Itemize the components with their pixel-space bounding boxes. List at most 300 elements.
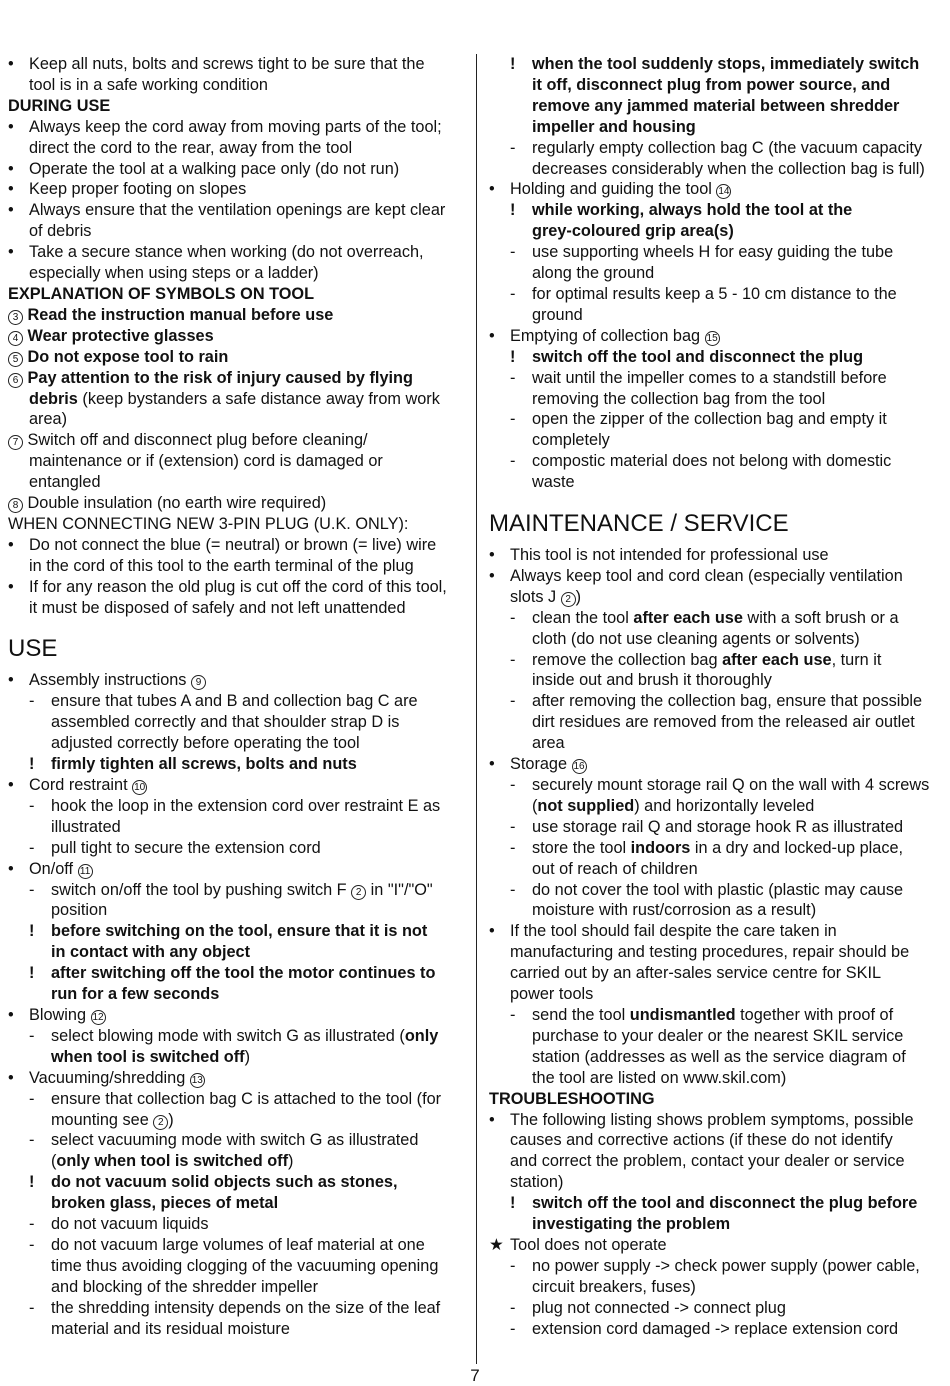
text-span: send the tool [532, 1005, 630, 1024]
text-line [489, 984, 945, 1005]
text-line [489, 608, 945, 629]
text-span: maintenance or if (extension) cord is damaged or [29, 452, 383, 471]
bullet-marker: • [489, 566, 495, 585]
text-span: ) [575, 587, 582, 606]
bullet-marker: • [8, 55, 14, 73]
dash-marker: - [29, 838, 35, 857]
text-span: clean the tool [532, 608, 634, 627]
text-line [489, 389, 945, 410]
text-span: Take a secure stance when working (do not overreach, [29, 243, 424, 262]
text-span: after switching off the tool the motor continues to [51, 964, 436, 983]
text-span: manufacturing and testing procedures, repair should be [510, 943, 910, 962]
text-span: out of reach of children [532, 859, 698, 878]
text-line [489, 796, 945, 817]
text-span: while working, always hold the tool at the [532, 201, 853, 220]
text-line [8, 1026, 466, 1047]
text-line [489, 368, 945, 389]
circled-figure-number: 8 [8, 498, 23, 513]
text-span: purchase to your dealer or the nearest SKIL service [532, 1026, 904, 1045]
dash-marker: - [510, 776, 516, 794]
text-span: indoors [630, 838, 691, 857]
dash-marker: - [29, 1131, 35, 1150]
bullet-marker: • [8, 776, 14, 794]
text-span: If the tool should fail despite the care taken in [510, 922, 837, 941]
text-span: along the ground [532, 264, 655, 283]
bullet-marker: • [8, 535, 14, 554]
text-span: On/off [29, 859, 78, 878]
text-line [489, 326, 945, 347]
warning-marker: ! [510, 201, 516, 220]
text-line [8, 900, 466, 921]
circled-figure-number: 4 [8, 331, 23, 346]
text-span: remove any jammed material between shredder [532, 96, 900, 115]
text-span: in contact with any object [51, 943, 251, 962]
text-span: do not vacuum solid objects such as stones, [51, 1173, 398, 1192]
text-span: Do not connect the blue (= neutral) or brown (= live) wire [29, 535, 437, 554]
circled-figure-number: 10 [134, 782, 146, 793]
column-divider [476, 54, 477, 1364]
text-line [8, 535, 466, 556]
text-span: do not cover the tool with plastic (plastic may cause [532, 880, 904, 899]
text-line [8, 263, 466, 284]
text-line [489, 691, 945, 712]
text-line [8, 1235, 466, 1256]
circled-figure-number: 2 [351, 885, 366, 900]
text-span: use storage rail Q and storage hook R as illustrated [532, 817, 904, 836]
bullet-marker: • [8, 1005, 14, 1024]
text-line [489, 1214, 945, 1235]
text-line [489, 942, 945, 963]
circled-figure-number: 14 [718, 186, 730, 198]
text-line [8, 880, 466, 901]
star-marker: ★ [489, 1235, 504, 1254]
text-span: completely [532, 431, 610, 450]
text-span: and correct the problem, contact your dealer or service [510, 1152, 905, 1171]
text-line [489, 54, 945, 75]
text-line [8, 117, 466, 138]
text-span: Emptying of collection bag [510, 326, 705, 345]
text-line [8, 451, 466, 472]
text-span: when the tool suddenly stops, immediately switch [532, 55, 920, 73]
text-span: before switching on the tool, ensure that it is not [51, 922, 428, 941]
text-line [8, 409, 466, 430]
text-span: Storage [510, 755, 572, 774]
section-heading: MAINTENANCE / SERVICE [489, 510, 789, 538]
text-line [489, 1172, 945, 1193]
dash-marker: - [29, 1215, 35, 1234]
circled-figure-number: 13 [191, 1074, 203, 1086]
dash-marker: - [29, 692, 35, 711]
text-span: do not vacuum liquids [51, 1215, 209, 1234]
text-span: Keep all nuts, bolts and screws tight to be sure that the [29, 55, 425, 73]
text-span: ( [532, 796, 538, 815]
dash-marker: - [29, 1235, 35, 1254]
bullet-marker: • [8, 243, 14, 262]
text-span: it must be disposed of safely and not left unattended [29, 598, 406, 617]
text-line [489, 75, 945, 96]
text-line [8, 389, 466, 410]
text-span: dirt residues are removed from the released air outlet [532, 713, 915, 732]
circled-figure-number: 3 [8, 310, 23, 325]
dash-marker: - [510, 1298, 516, 1317]
text-line [8, 1068, 466, 1089]
text-span: adjusted correctly before operating the tool [51, 734, 360, 753]
text-line [8, 1089, 466, 1110]
text-span: Cord restraint [29, 776, 133, 794]
text-line [8, 54, 466, 75]
text-span: after removing the collection bag, ensure that possible [532, 692, 923, 711]
text-line [489, 347, 945, 368]
dash-marker: - [510, 410, 516, 429]
text-line [489, 242, 945, 263]
text-line [8, 1005, 466, 1026]
text-span: circuit breakers, fuses) [532, 1277, 696, 1296]
text-span: WHEN CONNECTING NEW 3-PIN PLUG (U.K. ONLY): [8, 514, 409, 533]
text-span: after each use [633, 608, 743, 627]
text-span: run for a few seconds [51, 985, 220, 1004]
text-line [8, 75, 466, 96]
text-span: station (addresses as well as the service diagram of [532, 1047, 906, 1066]
text-span: Pay attention to the risk of injury caused by flying [23, 368, 413, 387]
text-span: assembled correctly and that shoulder strap D is [51, 713, 400, 732]
dash-marker: - [510, 838, 516, 857]
text-span: The following listing shows problem symptoms, possible [510, 1110, 914, 1129]
dash-marker: - [29, 1089, 35, 1108]
text-span: especially when using steps or a ladder) [29, 264, 319, 283]
right-column [489, 54, 945, 1339]
text-line [489, 1319, 945, 1340]
text-span: with a soft brush or a [742, 608, 899, 627]
text-line [8, 242, 466, 263]
circled-figure-number: 2 [561, 592, 576, 607]
text-span: do not vacuum large volumes of leaf material at one [51, 1235, 425, 1254]
section-heading: USE [8, 635, 58, 663]
text-span: mounting see [51, 1110, 154, 1129]
text-span: Double insulation (no earth wire required) [23, 494, 327, 513]
text-span: select blowing mode with switch G as illustrated ( [51, 1026, 405, 1045]
dash-marker: - [510, 1319, 516, 1338]
text-line [489, 451, 945, 472]
warning-marker: ! [29, 1173, 35, 1192]
text-line [489, 472, 945, 493]
text-span: use supporting wheels H for easy guiding the tube [532, 243, 894, 262]
text-line [489, 1235, 945, 1256]
text-line [489, 221, 945, 242]
text-line [8, 1047, 466, 1068]
text-span: removing the collection bag from the tool [532, 389, 826, 408]
dash-marker: - [510, 880, 516, 899]
text-span: after each use [722, 650, 832, 669]
circled-figure-number: 16 [573, 761, 585, 773]
text-span: moisture with rust/corrosion as a result) [532, 901, 817, 920]
text-span: ) [168, 1110, 174, 1129]
text-line [8, 984, 466, 1005]
text-span: Assembly instructions [29, 671, 191, 690]
text-span: switch on/off the tool by pushing switch F [51, 880, 352, 899]
text-line [8, 368, 466, 389]
circled-figure-number: 12 [92, 1011, 104, 1023]
text-span: switch off the tool and disconnect the plug before [532, 1194, 918, 1213]
text-span: slots J [510, 587, 561, 606]
dash-marker: - [510, 608, 516, 627]
text-line [489, 921, 945, 942]
text-span: entangled [29, 473, 101, 492]
bullet-marker: • [8, 859, 14, 878]
dash-marker: - [510, 1256, 516, 1275]
text-line [489, 409, 945, 430]
page-number: 7 [470, 1366, 480, 1385]
text-span: no power supply -> check power supply (power cable, [532, 1256, 920, 1275]
text-line [489, 880, 945, 901]
text-span: Blowing [29, 1005, 91, 1024]
text-span: of debris [29, 222, 92, 241]
dash-marker: - [510, 817, 516, 836]
text-line [8, 347, 466, 368]
left-column [8, 54, 466, 1339]
text-span: extension cord damaged -> replace extension cord [532, 1319, 899, 1338]
text-span: select vacuuming mode with switch G as illustrated [51, 1131, 419, 1150]
text-span: for optimal results keep a 5 - 10 cm distance to the [532, 284, 897, 303]
text-span: remove the collection bag [532, 650, 723, 669]
text-span: ) and horizontally leveled [634, 796, 815, 815]
text-span: compostic material does not belong with domestic [532, 452, 892, 471]
text-span: power tools [510, 985, 594, 1004]
text-span: ) [288, 1152, 294, 1171]
bullet-marker: • [8, 201, 14, 220]
text-span: ) [244, 1047, 250, 1066]
text-span: decreases considerably when the collection bag is full) [532, 159, 925, 178]
text-span: area) [29, 410, 68, 429]
circled-figure-number: 9 [191, 675, 206, 690]
text-span: Operate the tool at a walking pace only (do not run) [29, 159, 400, 178]
text-span: Always ensure that the ventilation openings are kept clear [29, 201, 446, 220]
text-line [489, 1026, 945, 1047]
bullet-marker: • [8, 671, 14, 690]
dash-marker: - [510, 650, 516, 669]
text-line [8, 326, 466, 347]
text-span: cloth (do not use cleaning agents or solvents) [532, 629, 860, 648]
text-span: causes and corrective actions (if these do not identify [510, 1131, 893, 1150]
text-span: ( [51, 1152, 57, 1171]
dash-marker: - [29, 880, 35, 899]
text-line [8, 284, 466, 305]
text-span: not supplied [537, 796, 635, 815]
text-line [8, 691, 466, 712]
text-line [8, 712, 466, 733]
text-line [489, 159, 945, 180]
text-span: Read the instruction manual before use [23, 305, 334, 324]
text-line [8, 1256, 466, 1277]
text-line [489, 650, 945, 671]
text-line [8, 1130, 466, 1151]
text-span: the tool are listed on www.skil.com) [532, 1068, 787, 1087]
text-line [8, 1319, 466, 1340]
text-line [8, 775, 466, 796]
text-line [8, 598, 466, 619]
text-line [489, 838, 945, 859]
text-span: This tool is not intended for professional use [510, 546, 829, 565]
text-line [489, 1151, 945, 1172]
text-span: , turn it [831, 650, 882, 669]
text-line [8, 472, 466, 493]
text-line [489, 545, 945, 566]
text-line [8, 1172, 466, 1193]
circled-figure-number: 7 [8, 435, 23, 450]
text-line [489, 900, 945, 921]
text-span: EXPLANATION OF SYMBOLS ON TOOL [8, 284, 315, 303]
text-line [8, 430, 466, 451]
text-line [8, 859, 466, 880]
dash-marker: - [29, 1298, 35, 1317]
text-span: in a dry and locked-up place, [690, 838, 904, 857]
text-span: ground [532, 305, 583, 324]
text-line [489, 179, 945, 200]
text-line [8, 733, 466, 754]
circled-figure-number: 6 [8, 373, 23, 388]
text-span: store the tool [532, 838, 631, 857]
text-span: the shredding intensity depends on the size of the leaf [51, 1298, 441, 1317]
warning-marker: ! [510, 55, 516, 73]
text-line [8, 556, 466, 577]
text-line [8, 838, 466, 859]
text-line [8, 1277, 466, 1298]
text-line [8, 1193, 466, 1214]
dash-marker: - [510, 692, 516, 711]
text-line [8, 159, 466, 180]
text-span: Switch off and disconnect plug before cleaning/ [23, 431, 368, 450]
bullet-marker: • [489, 922, 495, 941]
text-line [489, 200, 945, 221]
text-line [489, 1089, 945, 1110]
warning-marker: ! [510, 1194, 516, 1213]
warning-marker: ! [510, 347, 516, 366]
text-line [8, 305, 466, 326]
text-span: Wear protective glasses [23, 326, 214, 345]
bullet-marker: • [8, 117, 14, 136]
text-span: TROUBLESHOOTING [489, 1089, 655, 1108]
warning-marker: ! [29, 964, 35, 983]
text-span: inside out and brush it thoroughly [532, 671, 772, 690]
dash-marker: - [29, 796, 35, 815]
text-span: position [51, 901, 108, 920]
text-line [489, 1256, 945, 1277]
text-line [489, 859, 945, 880]
bullet-marker: • [8, 1068, 14, 1087]
text-line [489, 629, 945, 650]
text-span: Always keep tool and cord clean (especially ventilation [510, 566, 903, 585]
text-line [489, 754, 945, 775]
dash-marker: - [510, 138, 516, 157]
text-span: carried out by an after-sales service centre for SKIL [510, 964, 882, 983]
text-span: when tool is switched off [51, 1047, 245, 1066]
text-line [8, 138, 466, 159]
text-line [489, 1193, 945, 1214]
text-line [489, 1298, 945, 1319]
text-span: tool is in a safe working condition [29, 75, 268, 94]
text-span: Tool does not operate [510, 1235, 667, 1254]
text-span: grey-coloured grip area(s) [532, 222, 734, 241]
text-line [489, 1047, 945, 1068]
text-span: only [404, 1026, 439, 1045]
text-line [8, 179, 466, 200]
text-span: Do not expose tool to rain [23, 347, 229, 366]
text-line [489, 817, 945, 838]
text-line [8, 1214, 466, 1235]
bullet-marker: • [489, 326, 495, 345]
text-line [489, 305, 945, 326]
text-line [489, 670, 945, 691]
bullet-marker: • [8, 159, 14, 178]
text-span: illustrated [51, 817, 121, 836]
dash-marker: - [510, 1005, 516, 1024]
text-line [489, 138, 945, 159]
bullet-marker: • [8, 180, 14, 199]
bullet-marker: • [489, 755, 495, 774]
bullet-marker: • [489, 1110, 495, 1129]
circled-figure-number: 2 [153, 1115, 168, 1130]
circled-figure-number: 5 [8, 352, 23, 367]
text-span: Keep proper footing on slopes [29, 180, 247, 199]
text-span: in "I"/"O" [366, 880, 433, 899]
text-span: impeller and housing [532, 117, 696, 136]
text-line [489, 712, 945, 733]
text-span: hook the loop in the extension cord over restraint E as [51, 796, 441, 815]
text-span: station) [510, 1173, 564, 1192]
bullet-marker: • [489, 180, 495, 199]
text-span: only when tool is switched off [56, 1152, 288, 1171]
dash-marker: - [510, 284, 516, 303]
text-span: firmly tighten all screws, bolts and nuts [51, 755, 357, 774]
text-span: Holding and guiding the tool [510, 180, 717, 199]
text-line [8, 493, 466, 514]
text-span: direct the cord to the rear, away from the tool [29, 138, 353, 157]
text-span: open the zipper of the collection bag and empty it [532, 410, 887, 429]
text-line [489, 1277, 945, 1298]
dash-marker: - [510, 243, 516, 262]
text-line [8, 796, 466, 817]
text-span: investigating the problem [532, 1215, 731, 1234]
text-line [489, 775, 945, 796]
text-line [8, 1298, 466, 1319]
text-line [489, 1005, 945, 1026]
text-span: ensure that tubes A and B and collection bag C are [51, 692, 418, 711]
text-line [489, 96, 945, 117]
dash-marker: - [510, 368, 516, 387]
text-span: time thus avoiding clogging of the vacuuming opening [51, 1256, 439, 1275]
text-line [489, 263, 945, 284]
text-span: together with proof of [735, 1005, 894, 1024]
text-line [8, 96, 466, 117]
text-span: (keep bystanders a safe distance away from work [77, 389, 440, 408]
text-line [489, 1130, 945, 1151]
text-line [489, 117, 945, 138]
bullet-marker: • [8, 577, 14, 596]
text-line [8, 577, 466, 598]
text-span: securely mount storage rail Q on the wall with 4 screws [532, 776, 930, 794]
dash-marker: - [510, 452, 516, 471]
text-line [8, 754, 466, 775]
text-span: material and its residual moisture [51, 1319, 290, 1338]
text-line [489, 963, 945, 984]
text-line [489, 587, 945, 608]
text-span: area [532, 734, 565, 753]
text-line [8, 514, 466, 535]
text-span: pull tight to secure the extension cord [51, 838, 321, 857]
text-line [8, 221, 466, 242]
text-span: broken glass, pieces of metal [51, 1194, 279, 1213]
text-span: waste [532, 473, 575, 492]
text-line [8, 921, 466, 942]
